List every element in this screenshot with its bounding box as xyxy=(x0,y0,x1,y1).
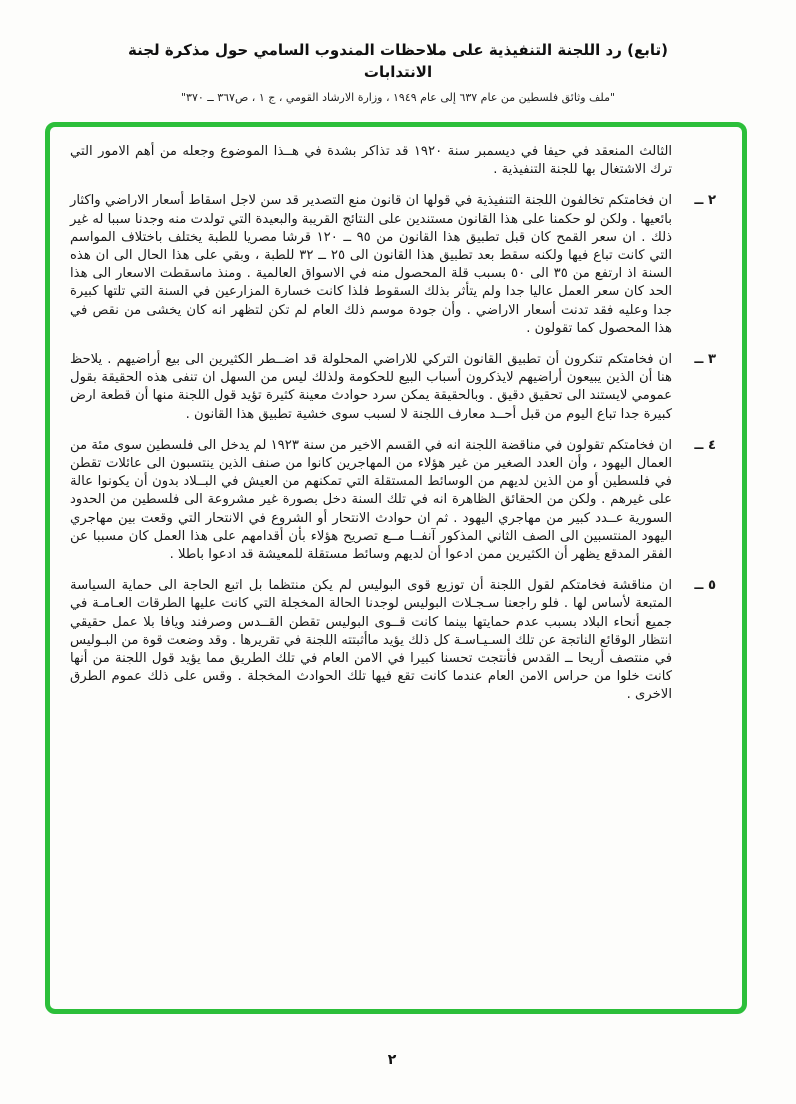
page-number: ٢ xyxy=(387,1052,397,1068)
paragraph xyxy=(70,143,716,179)
paragraph xyxy=(70,351,716,424)
paragraph xyxy=(70,192,716,338)
paragraph-number: ٣ ــ xyxy=(694,352,716,368)
paragraph-number: ٤ ــ xyxy=(694,437,716,453)
document-title: (تابع) رد اللجنة التنفيذية على ملاحظات المندوب السامي حول مذكرة لجنة الانتدابات xyxy=(128,41,668,81)
paragraph xyxy=(70,437,716,564)
paragraph-text: ان مناقشة فخامتكم لقول اللجنة أن توزيع قوى البوليس لم يكن منتظما بل اتبع الحاجة الى حماية السياسة المتبعة لأساس لها . فلو راجعنا سـجـلات البوليس لوجدنا الحالة المخجلة التي كانت عليها الطرقات العـامـة في جميع أنحاء البلاد بسبب عدم حمايتها بينما كانت قــوى البوليس تقطن القــدس وصرفند ويافا بلا عمل حقيقي انتظار الوقائع الناتجة عن تلك السـيـاسـة كل ذلك يؤيد ماأثبتته اللجنة في تقريرها . وقد وضعت قوة من البـوليس في منتصف أريحا ــ القدس فأنتجت تحسنا كبيرا في الامن العام في تلك الطريق مما يؤيد قول اللجنة من أنها كانت خلوا من حراس الامن العام عندما كانت تقع فيها تلك الحوادث المخجلة . وقس على ذلك عموم الطرق الاخرى . xyxy=(70,578,672,703)
document-header xyxy=(0,0,796,105)
paragraph-number: ٥ ــ xyxy=(694,578,716,594)
paragraph xyxy=(70,577,716,704)
paragraph-text: ان فخامتكم تنكرون أن تطبيق القانون التركي للاراضي المحلولة قد اضــطر الكثيرين الى بيع أراضيهم . يلاحظ هنا أن الذين يبيعون أراضيهم لايذكرون أسباب البيع للحكومة ولذلك ليس من السهل ان تنفى هذه الحقيقة بقول عمومي لايستند الى تحقيق دقيق . وبالحقيقة يمكن سرد حوادث معينة كثيرة تؤيد قول اللجنة منها أن قطعة ارض كبيرة جدا تباع اليوم من قبل أحــد معارف اللجنة لا لسبب سوى خشية تطبيق هذا القانون . xyxy=(70,352,672,422)
paragraph-number: ٢ ــ xyxy=(694,193,716,209)
paragraph-text: ان فخامتكم تقولون في مناقضة اللجنة انه في القسم الاخير من سنة ١٩٢٣ لم يدخل الى فلسطين سوى مئة من العمال اليهود ، وأن العدد الصغير من غير هؤلاء من المهاجرين كانوا من صنف الذين ينتسبون الى عائلات تقطن في فلسطين أو من الذين لديهم من الوسائط المستقلة التي تمكنهم من العيش في البــلاد بدون أن يكونوا عالة على غيرهم . ولكن من الحقائق الظاهرة انه في تلك السنة دخل بصورة غير مشروعة الى فلسطين من الحدود السورية عــدد كبير من مهاجري اليهود . ثم ان حوادث الانتحار أو الشروع في الانتحار التي وقعت بين مهاجري اليهود المنتسبين الى الصف الثاني المذكور آنفــا مــع تصريح هؤلاء بأن أقدامهم على هذا العمل كان مسببا عن الفقر المدقع يظهر أن الكثيرين ممن ادعوا أن لديهم وسائط مستقلة للمعيشة قد ادعوا باطلا . xyxy=(70,437,672,563)
paragraph-text: ان فخامتكم تخالفون اللجنة التنفيذية في قولها ان قانون منع التصدير قد سن لاجل اسقاط أسعار الاراضي واكثار بائعيها . ولكن لو حكمنا على هذا القانون مستندين على النتائج القريبة والبعيدة التي تولدت منه وجدنا سببا له غير ذلك . ان سعر القمح كان قبل تطبيق هذا القانون من ٩٥ ــ ١٢٠ قرشا مصريا للطبة يختلف باختلاف المواسم التي كانت تباع فيها ولكنه سقط بعد تطبيق هذا القانون الى ٢٥ ــ ٣٢ للطبة ، وبقي على هذا الحال الى ان هذه السنة اذ ارتفع من ٣٥ الى ٥٠ بسبب قلة المحصول منه في الاسواق العالمية . ومنذ ماسقطت الاسعار الى هذا الحد كان سعر العمل عاليا جدا ولم يتأثر بذلك السقوط فلذا كانت خسارة المزارعين في السنة التي تلتها كبيرة جدا وعليه فقد تدنت أسعار الاراضي . وأن جودة موسم ذلك العام لم تكن لتظهر انه كان يخشى من نقص في هذا المحصول كما تقولون . xyxy=(70,193,672,336)
document-body xyxy=(70,143,716,705)
paragraph-text: الثالث المنعقد في حيفا في ديسمبر سنة ١٩٢٠ قد تذاكر بشدة في هــذا الموضوع وجعله من أهم الامور التي ترك الاشتغال بها للجنة التنفيذية . xyxy=(70,144,673,178)
text-frame xyxy=(45,122,747,1014)
document-source-line: "ملف وثائق فلسطين من عام ٦٣٧ إلى عام ١٩٤٩ ، وزارة الارشاد القومي ، ج ١ ، ص٣٦٧ ــ ٣٧٠" xyxy=(180,90,616,104)
